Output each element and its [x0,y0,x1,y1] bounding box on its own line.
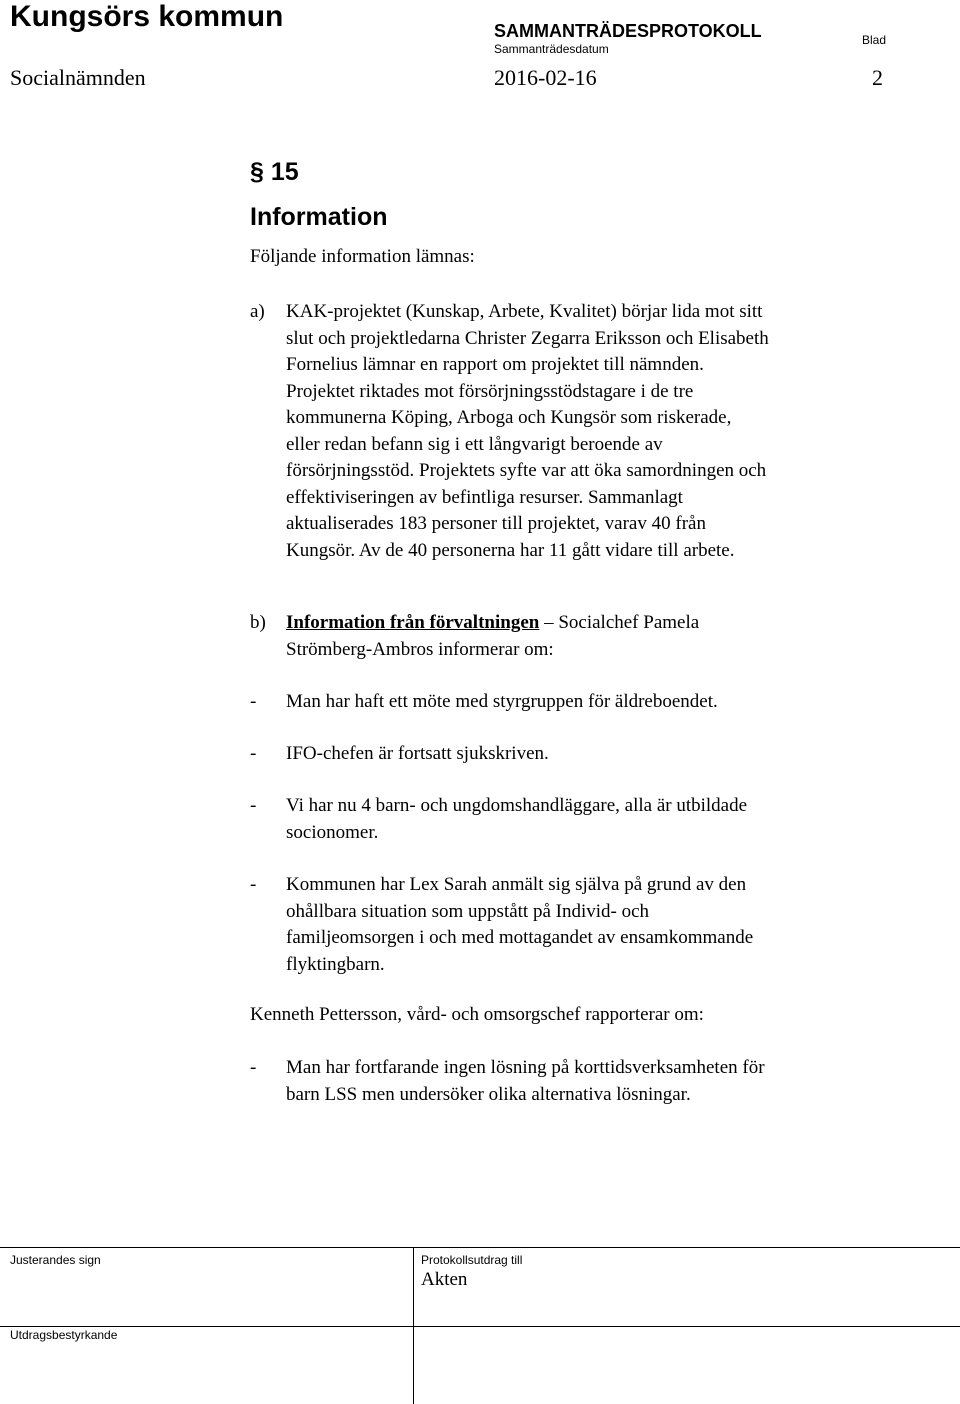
item-b-heading: Information från förvaltningen [286,612,540,633]
bullet-body [286,872,870,978]
item-a-line: aktualiserades 183 personer till projektet, varav 40 från [286,513,706,534]
committee-name: Socialnämnden [10,65,146,90]
bullet-line: Man har fortfarande ingen lösning på korttidsverksamheten för [286,1057,765,1078]
item-b-marker: b) [250,612,266,633]
item-a-body [286,299,870,564]
extract-to-value: Akten [421,1269,468,1290]
item-a-marker: a) [250,301,265,322]
bullet-marker: - [250,1057,257,1078]
bullet-body [286,793,870,846]
item-a-line: Projektet riktades mot försörjningsstödstagare i de tre [286,380,694,402]
section-number: § 15 [250,158,299,186]
bullet-marker: - [250,691,257,712]
certifier-label: Utdragsbestyrkande [10,1328,118,1342]
bullet-line: IFO-chefen är fortsatt sjukskriven. [286,743,549,764]
bullet-line: flyktingbarn. [286,953,385,975]
bullet-item [250,689,870,716]
bullet-item [250,1055,870,1108]
bullet-item [250,741,870,768]
item-b-line: Strömberg-Ambros informerar om: [286,638,554,660]
item-a-line: försörjningsstöd. Projektets syfte var att öka samordningen och [286,460,767,481]
footer-column-divider [413,1247,414,1404]
org-name: Kungsörs kommun [10,0,284,33]
item-b-body [286,610,870,663]
bullet-line: familjeomsorgen i och med mottagandet av ensamkommande [286,927,754,948]
bullet-item [250,793,870,846]
extract-to-label: Protokollsutdrag till [421,1253,523,1267]
report-paragraph: Kenneth Pettersson, vård- och omsorgschef rapporterar om: [250,1004,704,1025]
item-a-line: Fornelius lämnar en rapport om projektet till nämnden. [286,354,704,375]
bullet-item [250,872,870,978]
bullet-line: Man har haft ett möte med styrgruppen för äldreboendet. [286,691,718,712]
document-type: SAMMANTRÄDESPROTOKOLL [494,21,762,41]
footer-top-rule [0,1247,960,1248]
item-a-line: eller redan befann sig i ett långvarigt beroende av [286,433,663,455]
item-a-line: KAK-projektet (Kunskap, Arbete, Kvalitet) börjar lida mot sitt [286,301,763,322]
item-a-line: Kungsör. Av de 40 personerna har 11 gått vidare till arbete. [286,539,735,561]
adjuster-sign-label: Justerandes sign [10,1253,101,1267]
bullet-body [286,741,870,768]
item-a [250,299,870,564]
bullet-body [286,689,870,716]
bullet-line: ohållbara situation som uppstått på Individ- och [286,900,650,922]
section-title: Information [250,203,388,231]
item-a-line: effektiviseringen av befintliga resurser. Sammanlagt [286,486,683,508]
item-b-line1-rest: – Socialchef Pamela [539,612,700,633]
bullet-line: socionomer. [286,821,379,843]
page-number: 2 [872,65,883,90]
sheet-label: Blad [862,33,887,47]
bullet-marker: - [250,795,257,816]
bullet-marker: - [250,743,257,764]
meeting-date: 2016-02-16 [494,65,597,90]
section-intro: Följande information lämnas: [250,246,475,267]
bullet-line: Kommunen har Lex Sarah anmält sig själva på grund av den [286,874,747,895]
bullet-line: barn LSS men undersöker olika alternativa lösningar. [286,1083,691,1105]
item-a-line: slut och projektledarna Christer Zegarra Eriksson och Elisabeth [286,327,769,349]
item-b-line [286,610,870,637]
item-b [250,610,870,663]
signature-footer [0,1247,960,1404]
footer-middle-rule [0,1326,960,1327]
bullet-body [286,1055,870,1108]
bullet-marker: - [250,874,257,895]
item-a-line: kommunerna Köping, Arboga och Kungsör som riskerade, [286,407,732,428]
bullet-line: Vi har nu 4 barn- och ungdomshandläggare, alla är utbildade [286,795,748,816]
meeting-date-label: Sammanträdesdatum [494,42,609,56]
